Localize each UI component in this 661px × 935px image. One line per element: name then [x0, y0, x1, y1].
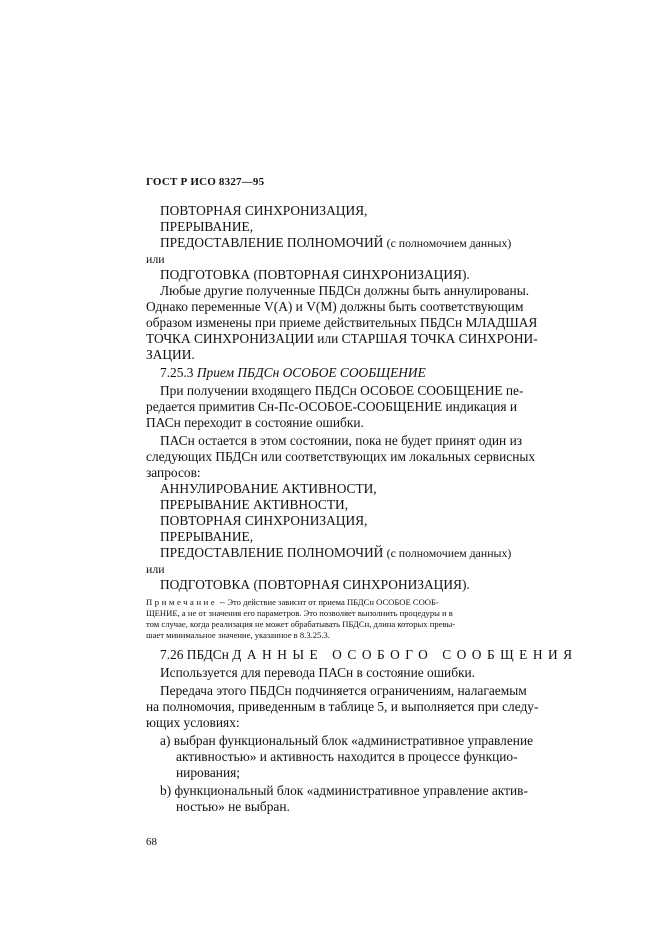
note-line: том случае, когда реализация не может обрабатывать ПБДСн, длина которых превы-: [146, 619, 456, 629]
list-line-note: (с полномочием данных): [386, 546, 512, 560]
paragraph-line: Любые другие полученные ПБДСн должны быть аннулированы.: [160, 283, 530, 298]
paragraph-line: Используется для перевода ПАСн в состояние ошибки.: [160, 665, 476, 680]
list-line-main: ПРЕДОСТАВЛЕНИЕ ПОЛНОМОЧИЙ: [160, 545, 387, 560]
paragraph-line: ПАСн переходит в состояние ошибки.: [146, 415, 364, 430]
paragraph-line: Передача этого ПБДСн подчиняется ограничениям, налагаемым: [160, 683, 527, 698]
list-line: АННУЛИРОВАНИЕ АКТИВНОСТИ,: [160, 481, 377, 496]
section-number: 7.25.3: [160, 365, 197, 380]
section-title-spaced: ДАННЫЕ ОСОБОГО СООБЩЕНИЯ: [232, 647, 578, 662]
note-line: ЩЕНИЕ, а не от значения его параметров. Это позволяет выполнить процедуры и в: [146, 608, 453, 618]
section-title-prefix: ПБДСн: [186, 647, 233, 662]
note-label: Примечание: [146, 597, 218, 607]
list-item-a-cont: активностью» и активность находится в процессе функцио-: [176, 749, 518, 764]
list-item-b: b) функциональный блок «административное управление актив-: [160, 783, 528, 798]
paragraph-line: ЗАЦИИ.: [146, 347, 195, 362]
list-line-main: ПРЕДОСТАВЛЕНИЕ ПОЛНОМОЧИЙ: [160, 235, 387, 250]
document-header: ГОСТ Р ИСО 8327—95: [146, 176, 265, 188]
paragraph-line: редается примитив Сн-Пс-ОСОБОЕ-СООБЩЕНИЕ индикация и: [146, 399, 518, 414]
or-word: или: [146, 252, 165, 266]
or-word: или: [146, 562, 165, 576]
list-line: ПРЕРЫВАНИЕ,: [160, 529, 254, 544]
note-text: -- Это действие зависит от приема ПБДСн ОСОБОЕ СООБ-: [217, 597, 439, 607]
list-line: ПОВТОРНАЯ СИНХРОНИЗАЦИЯ,: [160, 513, 368, 528]
paragraph-line: ПАСн остается в этом состоянии, пока не будет принят один из: [160, 433, 523, 448]
paragraph-line: Однако переменные V(A) и V(M) должны быть соответствующим: [146, 299, 524, 314]
paragraph-line: образом изменены при приеме действительных ПБДСн МЛАДШАЯ: [146, 315, 538, 330]
list-line: ПРЕРЫВАНИЕ АКТИВНОСТИ,: [160, 497, 349, 512]
list-item-a-cont: нирования;: [176, 765, 241, 780]
paragraph-line: следующих ПБДСн или соответствующих им локальных сервисных: [146, 449, 536, 464]
list-line: [160, 545, 516, 561]
list-line: ПОВТОРНАЯ СИНХРОНИЗАЦИЯ,: [160, 203, 368, 218]
list-line: [160, 235, 516, 251]
paragraph-line: При получении входящего ПБДСн ОСОБОЕ СООБЩЕНИЕ пе-: [160, 383, 524, 398]
section-heading-726: [160, 647, 578, 663]
list-line: ПОДГОТОВКА (ПОВТОРНАЯ СИНХРОНИЗАЦИЯ).: [160, 577, 470, 592]
list-line: ПРЕРЫВАНИЕ,: [160, 219, 254, 234]
note-line: [146, 597, 516, 608]
paragraph-line: запросов:: [146, 465, 201, 480]
list-line-note: (с полномочием данных): [386, 236, 512, 250]
paragraph-line: ющих условиях:: [146, 715, 240, 730]
section-title: Прием ПБДСн ОСОБОЕ СООБЩЕНИЕ: [196, 365, 426, 380]
paragraph-line: ТОЧКА СИНХРОНИЗАЦИИ или СТАРШАЯ ТОЧКА СИНХРОНИ-: [146, 331, 538, 346]
list-line: ПОДГОТОВКА (ПОВТОРНАЯ СИНХРОНИЗАЦИЯ).: [160, 267, 470, 282]
note-line: шает минимальное значение, указанное в 8.3.25.3.: [146, 630, 330, 640]
paragraph-line: на полномочия, приведенным в таблице 5, и выполняется при следу-: [146, 699, 539, 714]
section-number: 7.26: [160, 647, 187, 662]
page-number: 68: [146, 836, 157, 848]
list-item-a: а) выбран функциональный блок «административное управление: [160, 733, 534, 748]
section-heading-7253: [160, 365, 516, 381]
list-item-b-cont: ностью» не выбран.: [176, 799, 290, 814]
